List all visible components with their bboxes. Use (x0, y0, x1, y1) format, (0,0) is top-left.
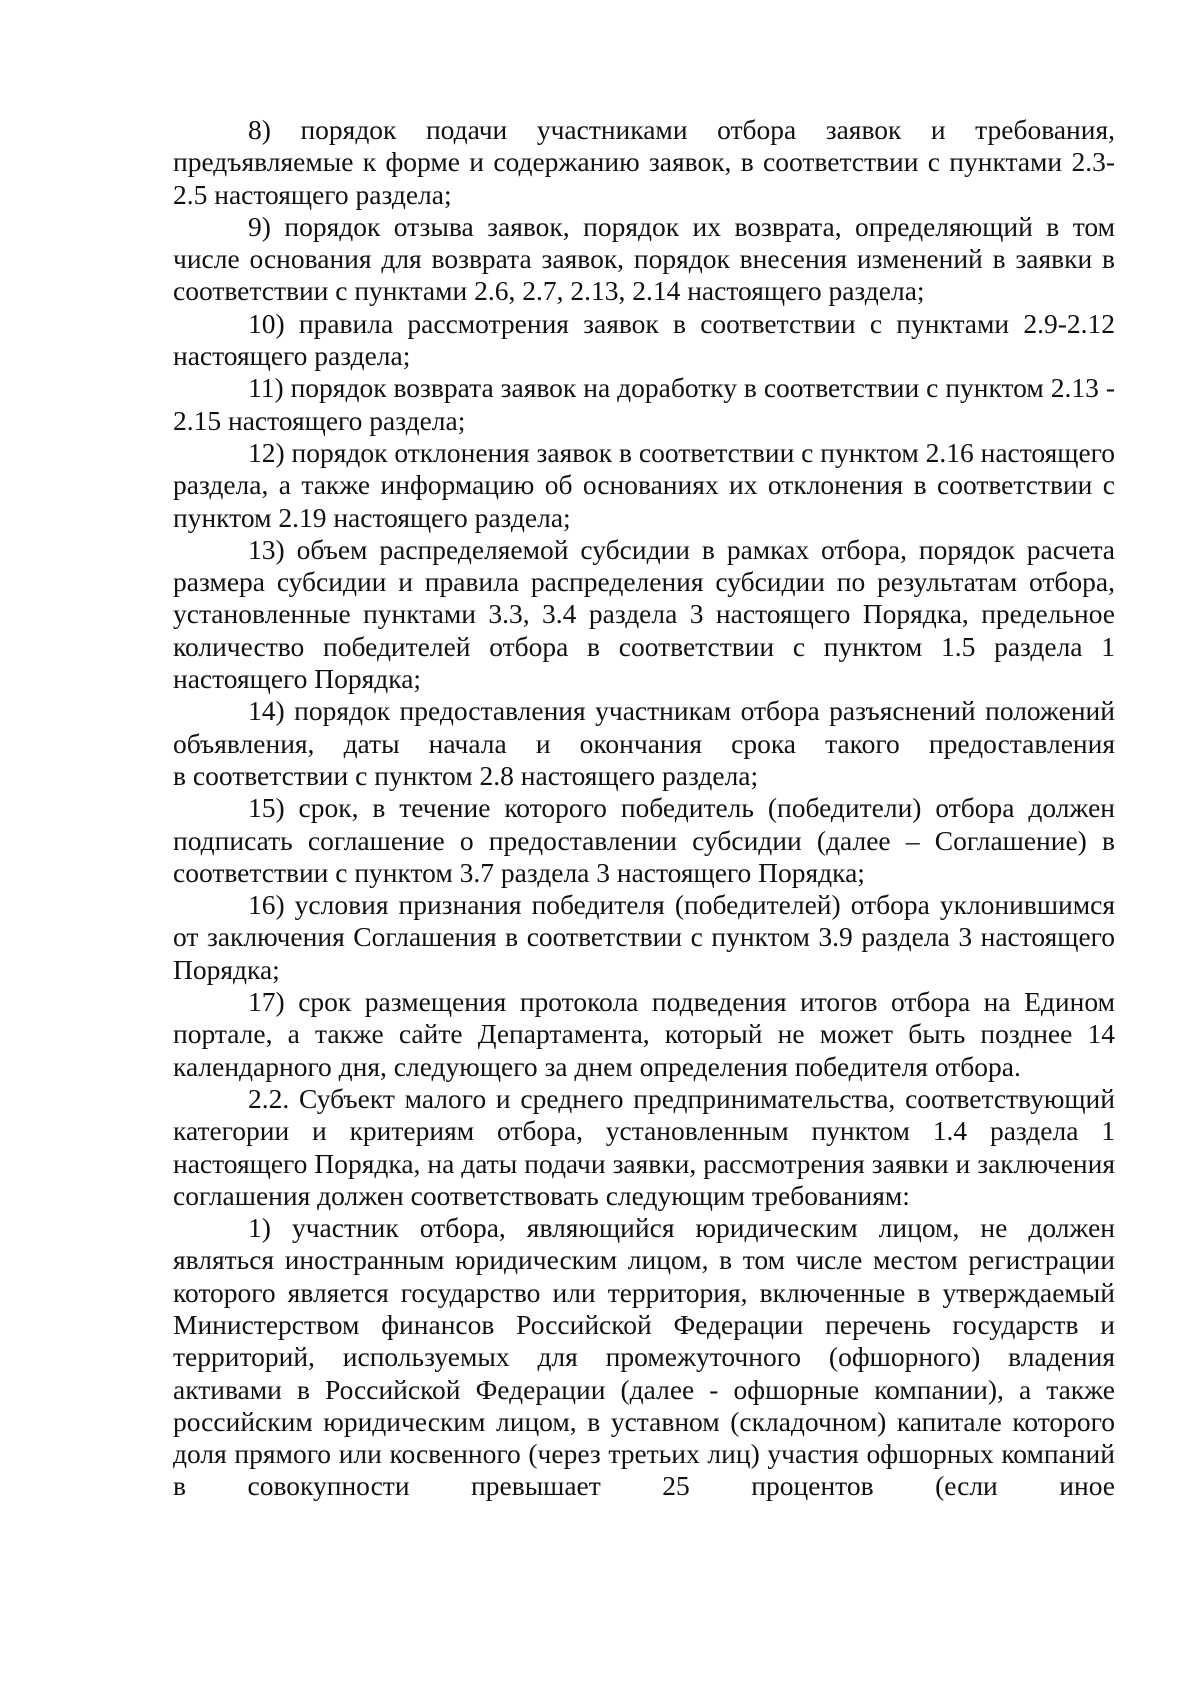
paragraph-item-17: 17) срок размещения протокола подведения итогов отбора на Едином портале, а также сайте Департамента, который не может быть позднее 14 календарного дня, следующего за днем определения победителя отбора. (173, 986, 1115, 1082)
paragraph-item-9: 9) порядок отзыва заявок, порядок их возврата, определяющий в том числе основания для возврата заявок, порядок внесения изменений в заявки в соответствии с пунктами 2.6, 2.7, 2.13, 2.14 настоящего раздела; (173, 210, 1115, 307)
paragraph-section-2-2: 2.2. Субъект малого и среднего предпринимательства, соответствующий категории и критериям отбора, установленным пунктом 1.4 раздела 1 настоящего Порядка, на даты подачи заявки, рассмотрения заявки и заключения соглашения должен соответствовать следующим требованиям: (173, 1082, 1115, 1211)
paragraph-item-16: 16) условия признания победителя (победителей) отбора уклонившимся от заключения Соглашения в соответствии с пунктом 3.9 раздела 3 настоящего Порядка; (173, 889, 1115, 985)
paragraph-item-8: 8) порядок подачи участниками отбора заявок и требования, предъявляемые к форме и содержанию заявок, в соответствии с пунктами 2.3-2.5 настоящего раздела; (173, 114, 1115, 210)
document-body (173, 114, 1115, 1503)
paragraph-item-14-continuation: в соответствии с пунктом 2.8 настоящего раздела; (173, 759, 759, 791)
paragraph-requirement-1: 1) участник отбора, являющийся юридическим лицом, не должен являться иностранным юридическим лицом, в том числе местом регистрации которого является государство или территория, включенные в утверждаемый Министерством финансов Российской Федерации перечень государств и территорий, используемых для промежуточного (офшорного) владения активами в Российской Федерации (далее - офшорные компании), а также российским юридическим лицом, в уставном (складочном) капитале которого доля прямого или косвенного (через третьих лиц) участия офшорных компаний в совокупности превышает 25 процентов (если иное (173, 1212, 1115, 1502)
paragraph-item-15: 15) срок, в течение которого победитель (победители) отбора должен подписать соглашение о предоставлении субсидии (далее – Соглашение) в соответствии с пунктом 3.7 раздела 3 настоящего Порядка; (173, 792, 1115, 888)
paragraph-item-13: 13) объем распределяемой субсидии в рамках отбора, порядок расчета размера субсидии и правила распределения субсидии по результатам отбора, установленные пунктами 3.3, 3.4 раздела 3 настоящего Порядка, предельное количество победителей отбора в соответствии с пунктом 1.5 раздела 1 настоящего Порядка; (173, 533, 1115, 695)
paragraph-item-10: 10) правила рассмотрения заявок в соответствии с пунктами 2.9-2.12 настоящего раздела; (173, 307, 1115, 372)
paragraph-item-12: 12) порядок отклонения заявок в соответствии с пунктом 2.16 настоящего раздела, а также информацию об основаниях их отклонения в соответствии с пунктом 2.19 настоящего раздела; (173, 436, 1115, 533)
paragraph-item-11: 11) порядок возврата заявок на доработку в соответствии с пунктом 2.13 - 2.15 настоящего раздела; (173, 372, 1115, 436)
paragraph-item-14: 14) порядок предоставления участникам отбора разъяснений положений объявления, даты начала и окончания срока такого предоставления (173, 695, 1115, 759)
